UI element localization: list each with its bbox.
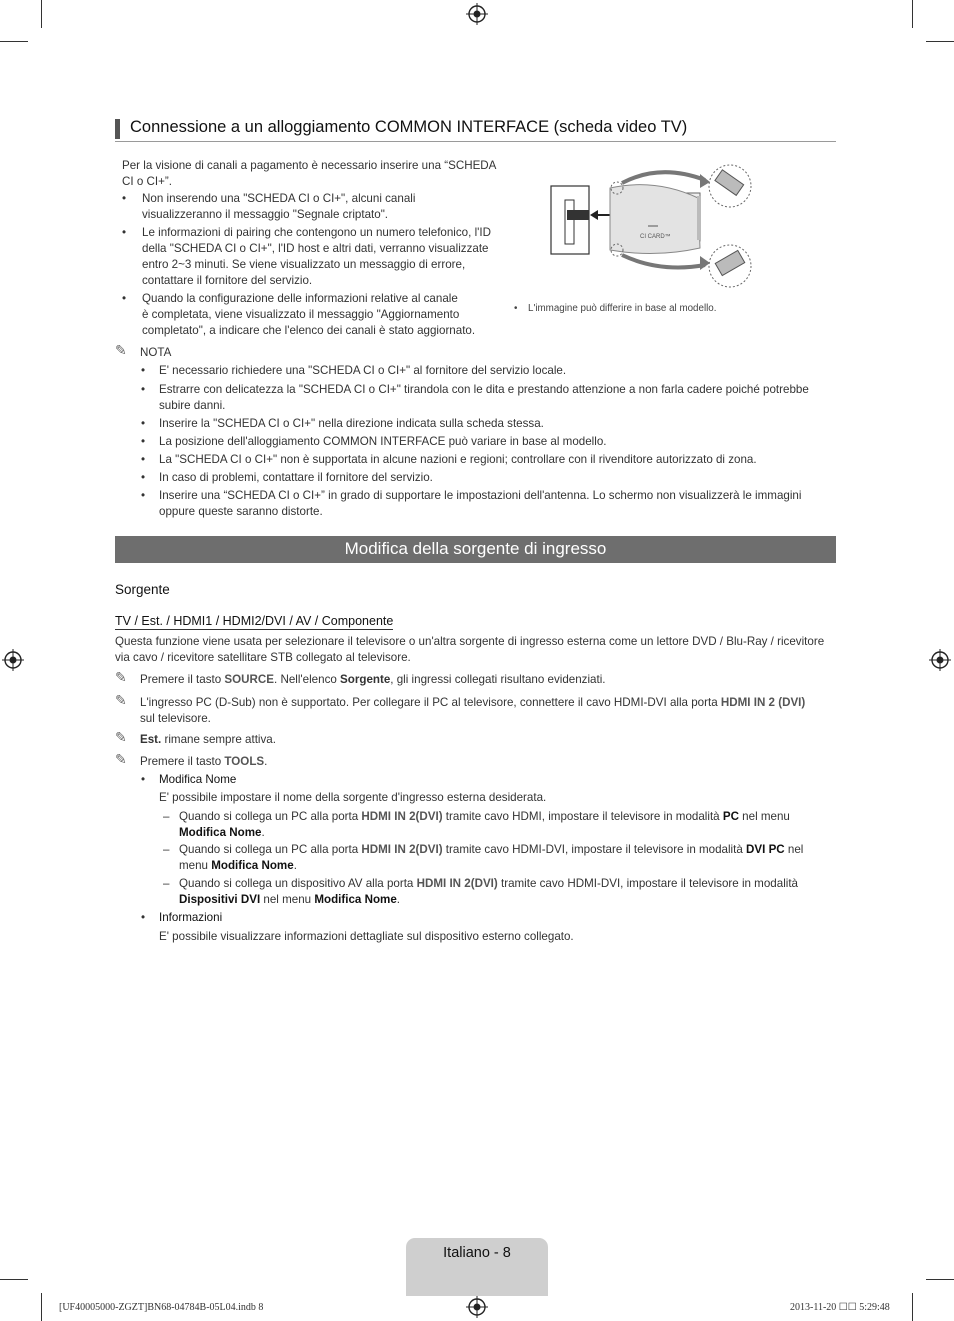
file-info: [UF40005000-ZGZT]BN68-04784B-05L04.indb 8 (59, 1302, 264, 1313)
note-pc-input: L'ingresso PC (D-Sub) non è supportato. Per collegare il PC al televisore, connettere il cavo HDMI-DVI alla porta HDMI IN 2 (DVI) sul televisore. (140, 696, 806, 725)
nota-label: NOTA (140, 346, 172, 359)
crop-mark (0, 41, 28, 42)
pencil-note-icon: ✎ (115, 751, 127, 767)
item-description: E' possibile visualizzare informazioni dettagliate sul dispositivo esterno collegato. (159, 930, 574, 943)
print-timestamp: 2013-11-20 ☐☐ 5:29:48 (790, 1302, 890, 1313)
registration-mark-icon (466, 1296, 488, 1318)
pencil-note-icon: ✎ (115, 669, 127, 685)
note-source: Premere il tasto SOURCE. Nell'elenco Sorgente, gli ingressi collegati risultano evidenziati. (140, 673, 606, 686)
crop-mark (0, 1279, 28, 1280)
intro-text: Per la visione di canali a pagamento è necessario inserire una “SCHEDA CI o CI+”. (122, 159, 497, 188)
menu-path: TV / Est. / HDMI1 / HDMI2/DVI / AV / Componente (115, 614, 394, 628)
heading-marker (115, 119, 120, 139)
ci-card-illustration (540, 158, 760, 293)
subsection-title: Sorgente (115, 582, 170, 597)
section-heading-source (115, 536, 836, 563)
crop-mark (912, 0, 913, 28)
crop-mark (926, 41, 954, 42)
registration-mark-icon (2, 649, 24, 671)
crop-mark (41, 0, 42, 28)
source-description: Questa funzione viene usata per selezionare il televisore o un'altra sorgente di ingresso esterna come un lettore DVD / Blu-Ray / ricevitore via cavo / ricevitore satellitare STB collegato al televisore. (115, 635, 825, 664)
note-tools: Premere il tasto TOOLS. (140, 755, 268, 768)
crop-mark (41, 1293, 42, 1321)
section-heading-ci (115, 116, 836, 142)
item-description: E' possibile impostare il nome della sorgente d'ingresso esterna desiderata. (159, 791, 547, 804)
crop-mark (912, 1293, 913, 1321)
note-ext: Est. rimane sempre attiva. (140, 733, 276, 746)
pencil-note-icon: ✎ (115, 729, 127, 745)
crop-mark (926, 1279, 954, 1280)
section-title: Modifica della sorgente di ingresso (344, 539, 607, 558)
svg-text:CI CARD™: CI CARD™ (640, 234, 671, 240)
pencil-note-icon: ✎ (115, 692, 127, 708)
page-number-tab (406, 1238, 548, 1296)
pencil-note-icon: ✎ (115, 342, 127, 358)
page-number: Italiano - 8 (443, 1245, 511, 1261)
section-title: Connessione a un alloggiamento COMMON INTERFACE (scheda video TV) (130, 118, 688, 136)
registration-mark-icon (929, 649, 951, 671)
registration-mark-icon (466, 3, 488, 25)
